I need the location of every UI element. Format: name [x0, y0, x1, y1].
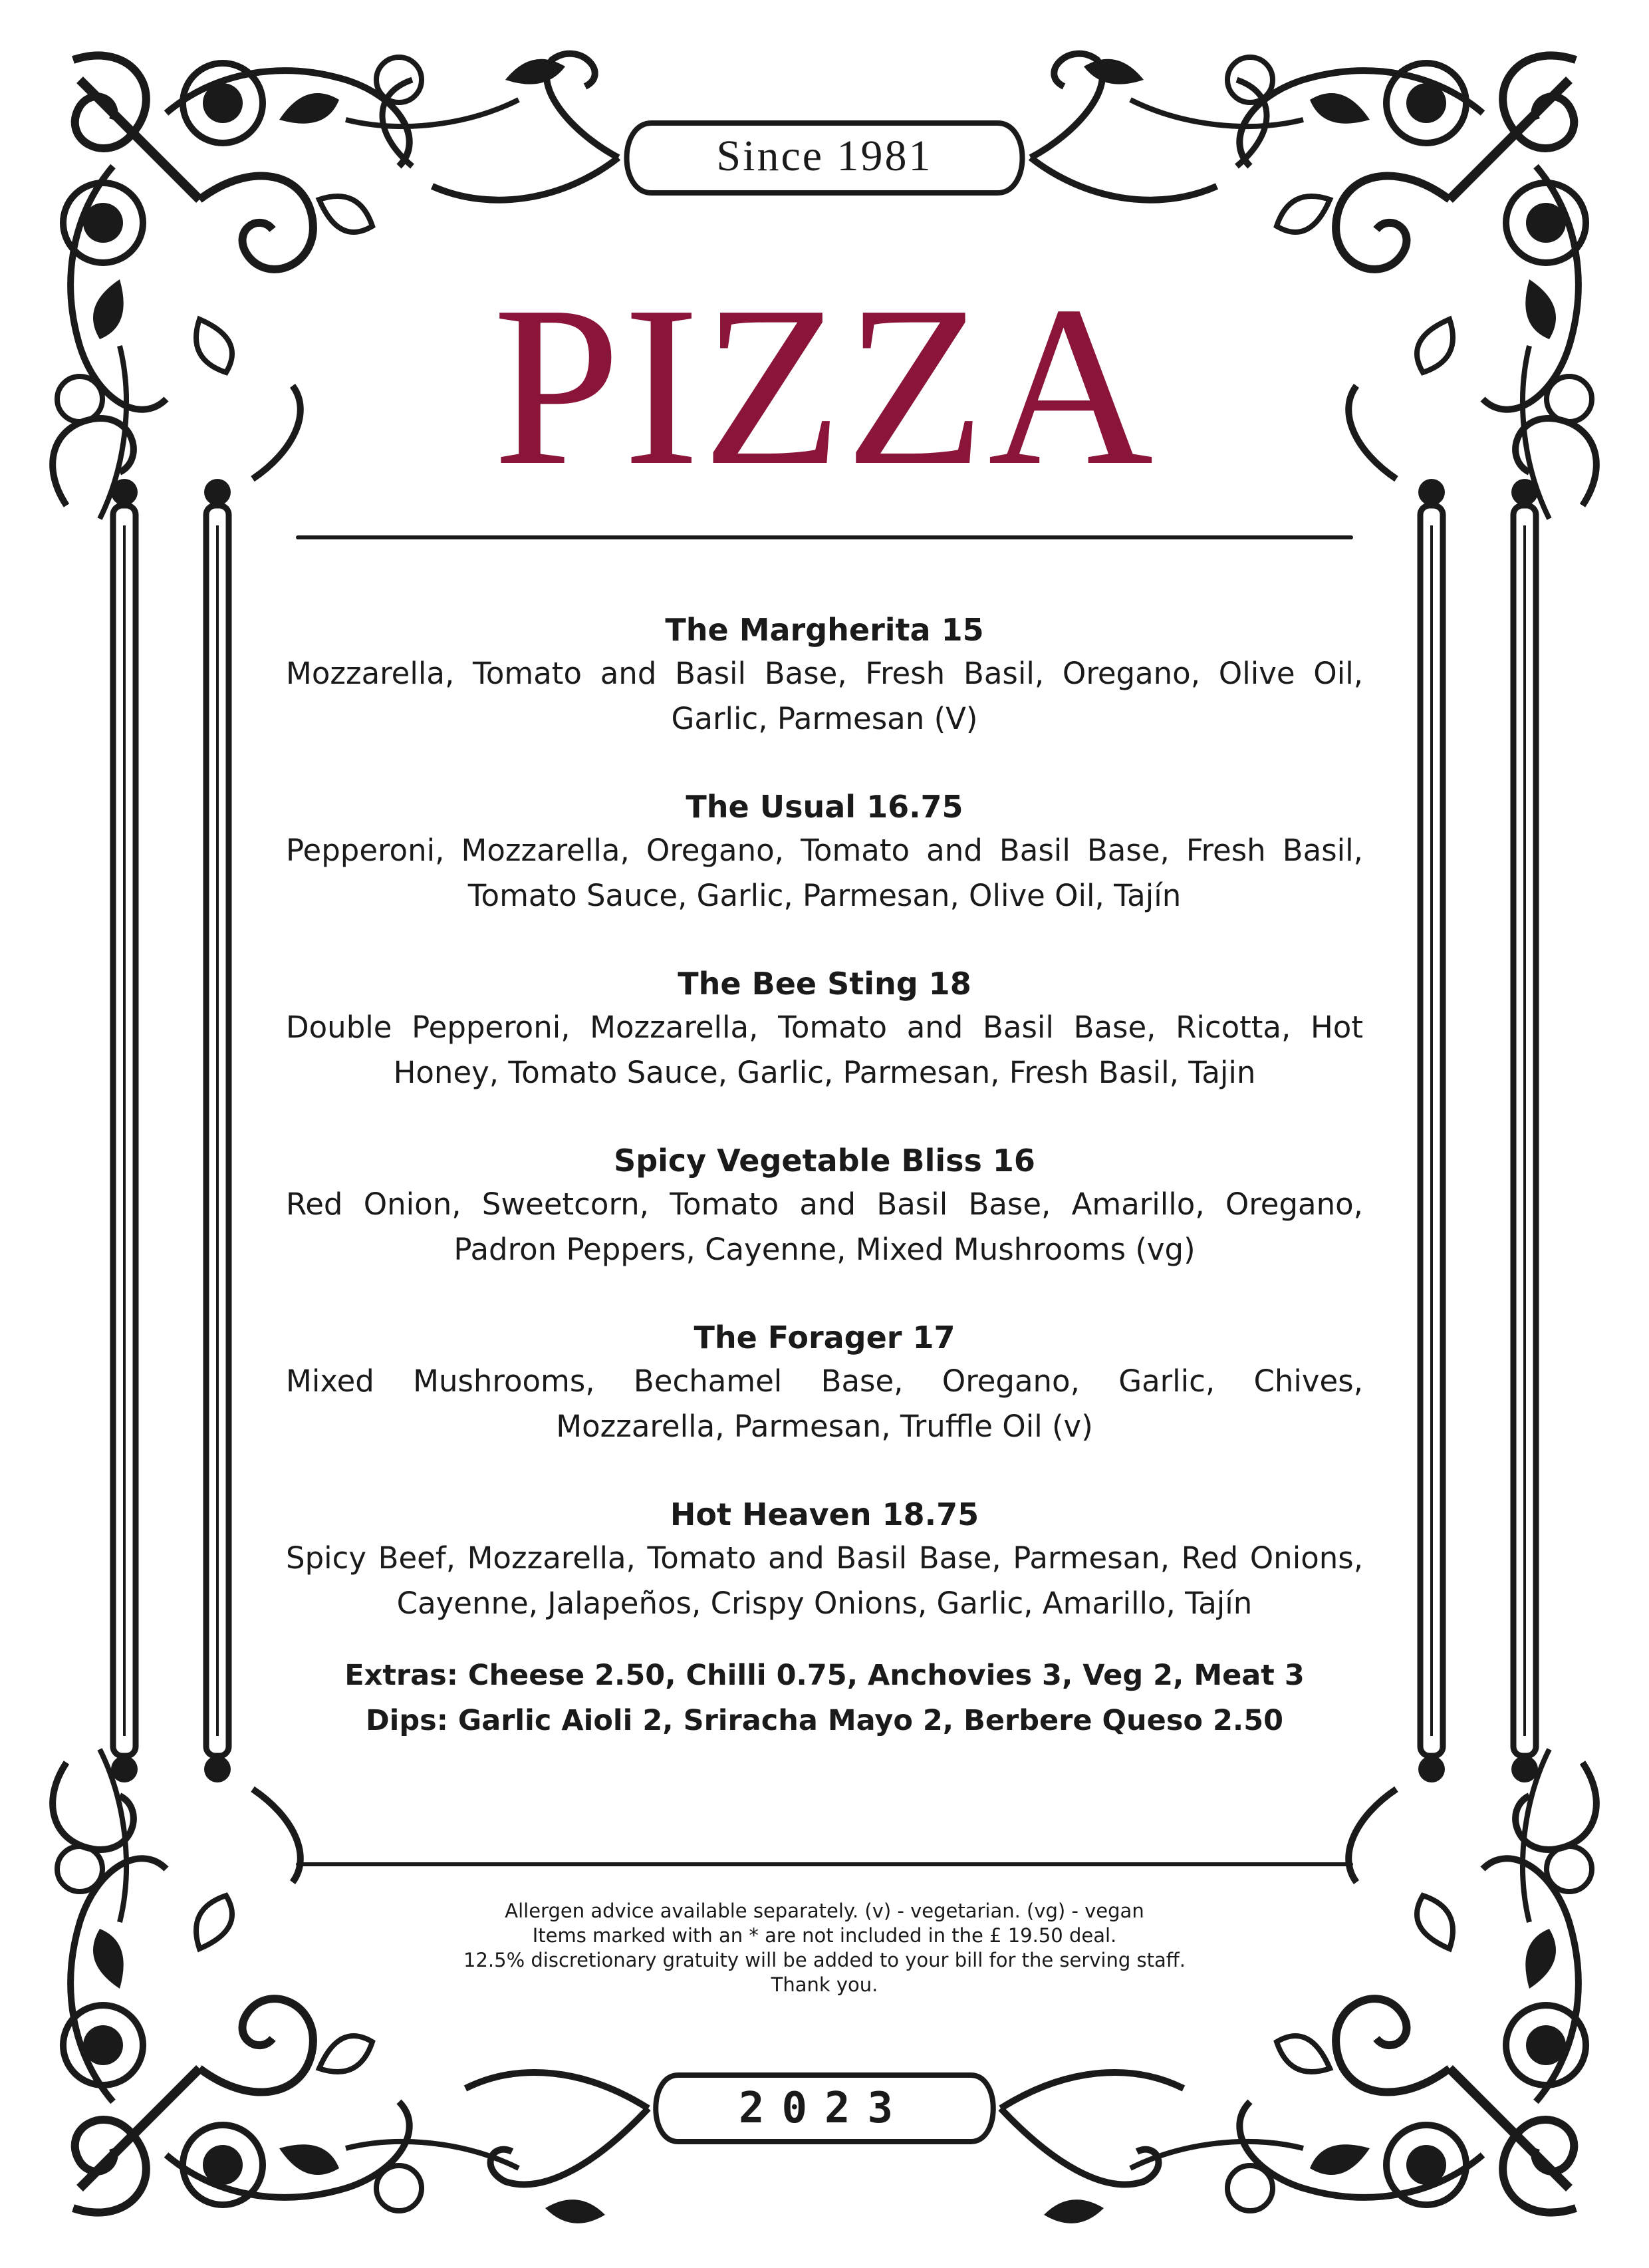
menu-item-description: Spicy Beef, Mozzarella, Tomato and Basil Base, Parmesan, Red Onions, Cayenne, Jalapeños, Crispy Onions, Garlic, Amarillo, Tajín	[286, 1540, 1363, 1621]
menu-item	[286, 785, 1363, 919]
thank-you-note: Thank you.	[771, 1973, 878, 1996]
year-label: 2023	[738, 2084, 911, 2133]
menu-item-name: Hot Heaven 18.75	[670, 1496, 979, 1532]
extras-block	[286, 1653, 1363, 1743]
divider-top	[296, 535, 1353, 539]
since-year-label: Since 1981	[716, 132, 933, 180]
side-column-icon	[1418, 479, 1445, 1782]
menu-item	[286, 1139, 1363, 1272]
side-column-icon	[1511, 479, 1538, 1782]
side-column-icon	[111, 479, 138, 1782]
menu-item-name: The Usual 16.75	[686, 789, 963, 825]
menu-item-name: Spicy Vegetable Bliss 16	[614, 1143, 1035, 1179]
dips-line: Dips: Garlic Aioli 2, Sriracha Mayo 2, Berbere Queso 2.50	[365, 1704, 1284, 1737]
menu-item	[286, 962, 1363, 1095]
divider-bottom	[296, 1862, 1353, 1866]
footer-notes	[372, 1899, 1277, 1997]
deal-note: Items marked with an * are not included in the £ 19.50 deal.	[532, 1924, 1117, 1947]
side-column-icon	[204, 479, 231, 1782]
menu-item	[286, 1316, 1363, 1449]
menu-item-description: Double Pepperoni, Mozzarella, Tomato and Basil Base, Ricotta, Hot Honey, Tomato Sauce, Garlic, Parmesan, Fresh Basil, Tajin	[286, 1010, 1363, 1090]
page-title: PIZZA	[493, 259, 1156, 513]
allergen-note: Allergen advice available separately. (v) - vegetarian. (vg) - vegan	[505, 1900, 1144, 1922]
menu-list	[286, 609, 1363, 1743]
menu-item-name: The Bee Sting 18	[678, 966, 971, 1002]
gratuity-note: 12.5% discretionary gratuity will be added to your bill for the serving staff.	[463, 1949, 1186, 1971]
menu-item-description: Mixed Mushrooms, Bechamel Base, Oregano, Garlic, Chives, Mozzarella, Parmesan, Truffle Oil (v)	[286, 1363, 1363, 1444]
menu-item-name: The Forager 17	[694, 1320, 955, 1355]
menu-item-description: Red Onion, Sweetcorn, Tomato and Basil Base, Amarillo, Oregano, Padron Peppers, Cayenne, Mixed Mushrooms (vg)	[286, 1187, 1363, 1267]
menu-item	[286, 1493, 1363, 1626]
menu-item-description: Pepperoni, Mozzarella, Oregano, Tomato and Basil Base, Fresh Basil, Tomato Sauce, Garlic, Parmesan, Olive Oil, Tajín	[286, 833, 1363, 913]
menu-item	[286, 609, 1363, 742]
menu-item-description: Mozzarella, Tomato and Basil Base, Fresh Basil, Oregano, Olive Oil, Garlic, Parmesan (V)	[286, 656, 1363, 736]
menu-item-name: The Margherita 15	[665, 612, 984, 648]
extras-line: Extras: Cheese 2.50, Chilli 0.75, Anchovies 3, Veg 2, Meat 3	[344, 1659, 1305, 1692]
